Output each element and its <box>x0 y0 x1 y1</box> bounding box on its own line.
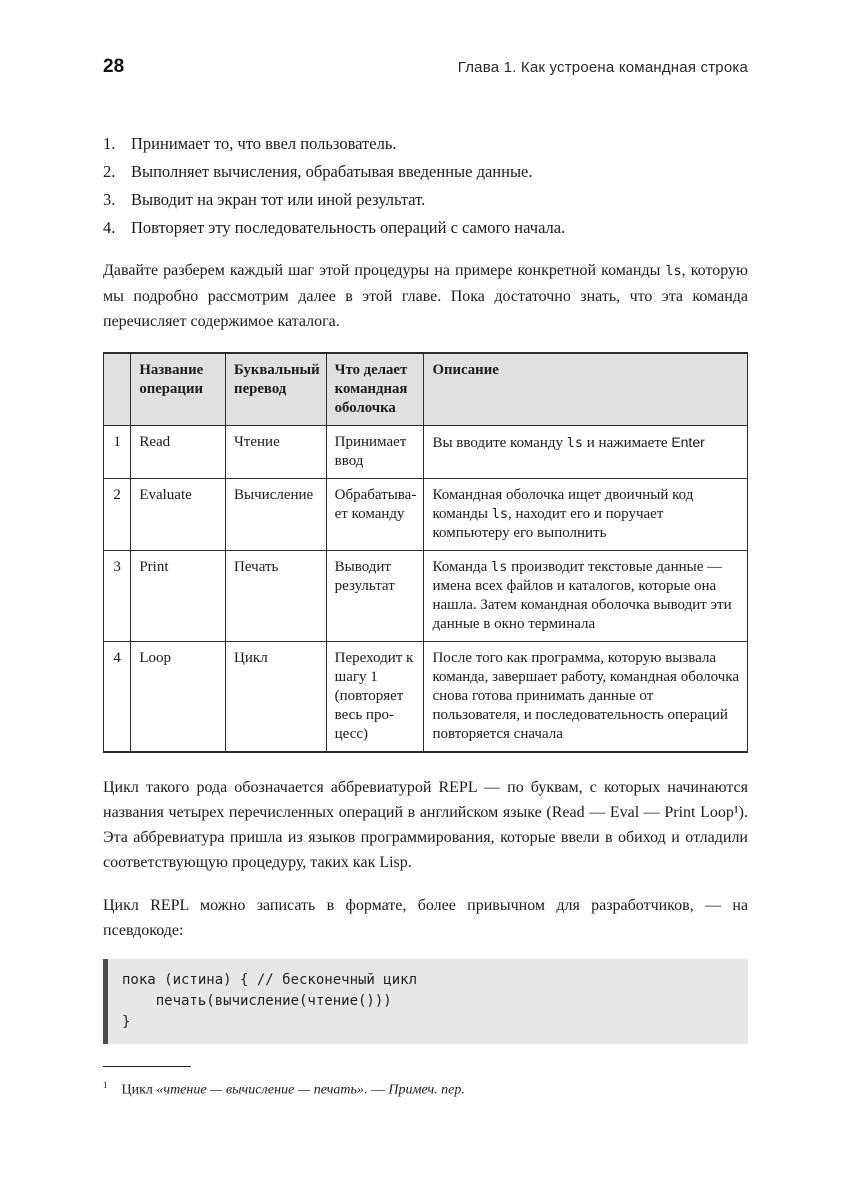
inline-code-ls: ls <box>491 506 509 522</box>
row-description <box>424 426 748 479</box>
enter-key-label: Enter <box>671 434 705 450</box>
footnote-text-middle: . — <box>363 1082 389 1098</box>
list-item-text: Выводит на экран тот или иной результат. <box>131 190 426 209</box>
list-item-text: Повторяет эту последовательность операций с самого начала. <box>131 218 566 237</box>
description-text: Вы вводите команду <box>432 435 567 451</box>
inline-code-ls: ls <box>491 559 508 575</box>
list-item-text: Выполняет вычисления, обрабатывая введенные данные. <box>131 162 533 181</box>
page-number: 28 <box>103 56 125 77</box>
table-row-print <box>104 551 748 642</box>
footnote-italic-cycle: «чтение — вычисление — печать» <box>156 1082 364 1098</box>
table-header-translation: Буквальный перевод <box>226 353 327 426</box>
description-text: , находит его и поручает компьютеру его выполнить <box>432 506 664 541</box>
paragraph-intro <box>103 258 748 334</box>
paragraph-pseudocode-intro: Цикл REPL можно записать в формате, более привычном для разработчиков, — на псевдокоде: <box>103 897 748 939</box>
code-line: пока (истина) { // бесконечный цикл <box>122 972 418 988</box>
row-translation: Печать <box>226 551 327 642</box>
row-operation: Print <box>131 551 226 642</box>
page-header <box>103 56 748 78</box>
footnote-translator-note: Примеч. пер. <box>388 1082 465 1098</box>
row-translation: Чтение <box>226 426 327 479</box>
repl-table <box>103 352 748 753</box>
description-text: и нажимаете <box>583 435 672 451</box>
table-row-read <box>104 426 748 479</box>
row-operation: Evaluate <box>131 479 226 551</box>
table-header-operation: Название операции <box>131 353 226 426</box>
footnote <box>103 1066 748 1100</box>
table-header-index <box>104 353 131 426</box>
footnote-text-start: Цикл <box>121 1082 157 1098</box>
table-row-loop <box>104 642 748 753</box>
list-item-4 <box>103 214 748 242</box>
description-text: производит текстовые данные — имена всех файлов и каталогов, которые она нашла. Затем командная оболочка выводит эти данные в окно терминала <box>432 559 732 632</box>
description-text: После того как программа, которую вызвала команда, завершает работу, командная оболочка снова готова принимать данные от пользователя, и последовательность операций повторяется сначала <box>432 650 740 742</box>
table-header-description: Описание <box>424 353 748 426</box>
description-text: Команда <box>432 559 492 575</box>
table-header-action: Что делает командная оболочка <box>326 353 424 426</box>
paragraph-repl: Цикл такого рода обозначается аббревиатурой REPL — по буквам, с которых начинаются названия четырех перечисленных операций в английском языке (Read — Eval — Print Loop¹). Эта аббревиатура пришла из языков программирования, которые ввели в обиход и отладили соответствующую процедуру, таких как Lisp. <box>103 779 748 871</box>
table-row-evaluate <box>104 479 748 551</box>
list-item-2 <box>103 158 748 186</box>
repl-table-body <box>104 426 748 753</box>
row-index: 4 <box>104 642 131 753</box>
row-action: Выводит результат <box>326 551 424 642</box>
footnote-divider <box>103 1066 191 1067</box>
row-translation: Вычисление <box>226 479 327 551</box>
running-head: Глава 1. Как устроена командная строка <box>457 59 748 76</box>
paragraph-text: Давайте разберем каждый шаг этой процедуры на примере конкретной команды <box>103 262 666 279</box>
table-header-row <box>104 353 748 426</box>
footnote-marker: 1 <box>103 1080 108 1090</box>
row-index: 3 <box>104 551 131 642</box>
list-item-1 <box>103 130 748 158</box>
pseudocode-block <box>103 959 748 1044</box>
repl-table-head <box>104 353 748 426</box>
row-operation: Loop <box>131 642 226 753</box>
inline-code-ls: ls <box>665 263 682 279</box>
list-item-number: 3. <box>103 190 116 209</box>
description-text: Командная оболочка ищет двоичный код команды <box>432 487 694 522</box>
row-description <box>424 551 748 642</box>
list-item-number: 4. <box>103 218 116 237</box>
list-item-text: Принимает то, что ввел пользователь. <box>131 134 397 153</box>
row-description <box>424 479 748 551</box>
code-line: } <box>122 1014 131 1030</box>
inline-code-ls: ls <box>566 435 584 451</box>
row-action: Обрабатывает команду <box>326 479 424 551</box>
row-action: Принимает ввод <box>326 426 424 479</box>
footnote-text <box>103 1076 748 1100</box>
row-operation: Read <box>131 426 226 479</box>
list-item-number: 1. <box>103 134 116 153</box>
list-item-3 <box>103 186 748 214</box>
paragraph-text: , которую мы подробно рассмотрим далее в этой главе. Пока достаточно знать, что эта команда перечисляет содержимое каталога. <box>103 262 748 330</box>
list-item-number: 2. <box>103 162 116 181</box>
row-action: Переходит к шагу 1 (повторяет весь процесс) <box>326 642 424 753</box>
row-index: 2 <box>104 479 131 551</box>
code-line: печать(вычисление(чтение())) <box>122 993 392 1009</box>
row-translation: Цикл <box>226 642 327 753</box>
row-index: 1 <box>104 426 131 479</box>
row-description <box>424 642 748 753</box>
steps-list <box>103 130 748 242</box>
